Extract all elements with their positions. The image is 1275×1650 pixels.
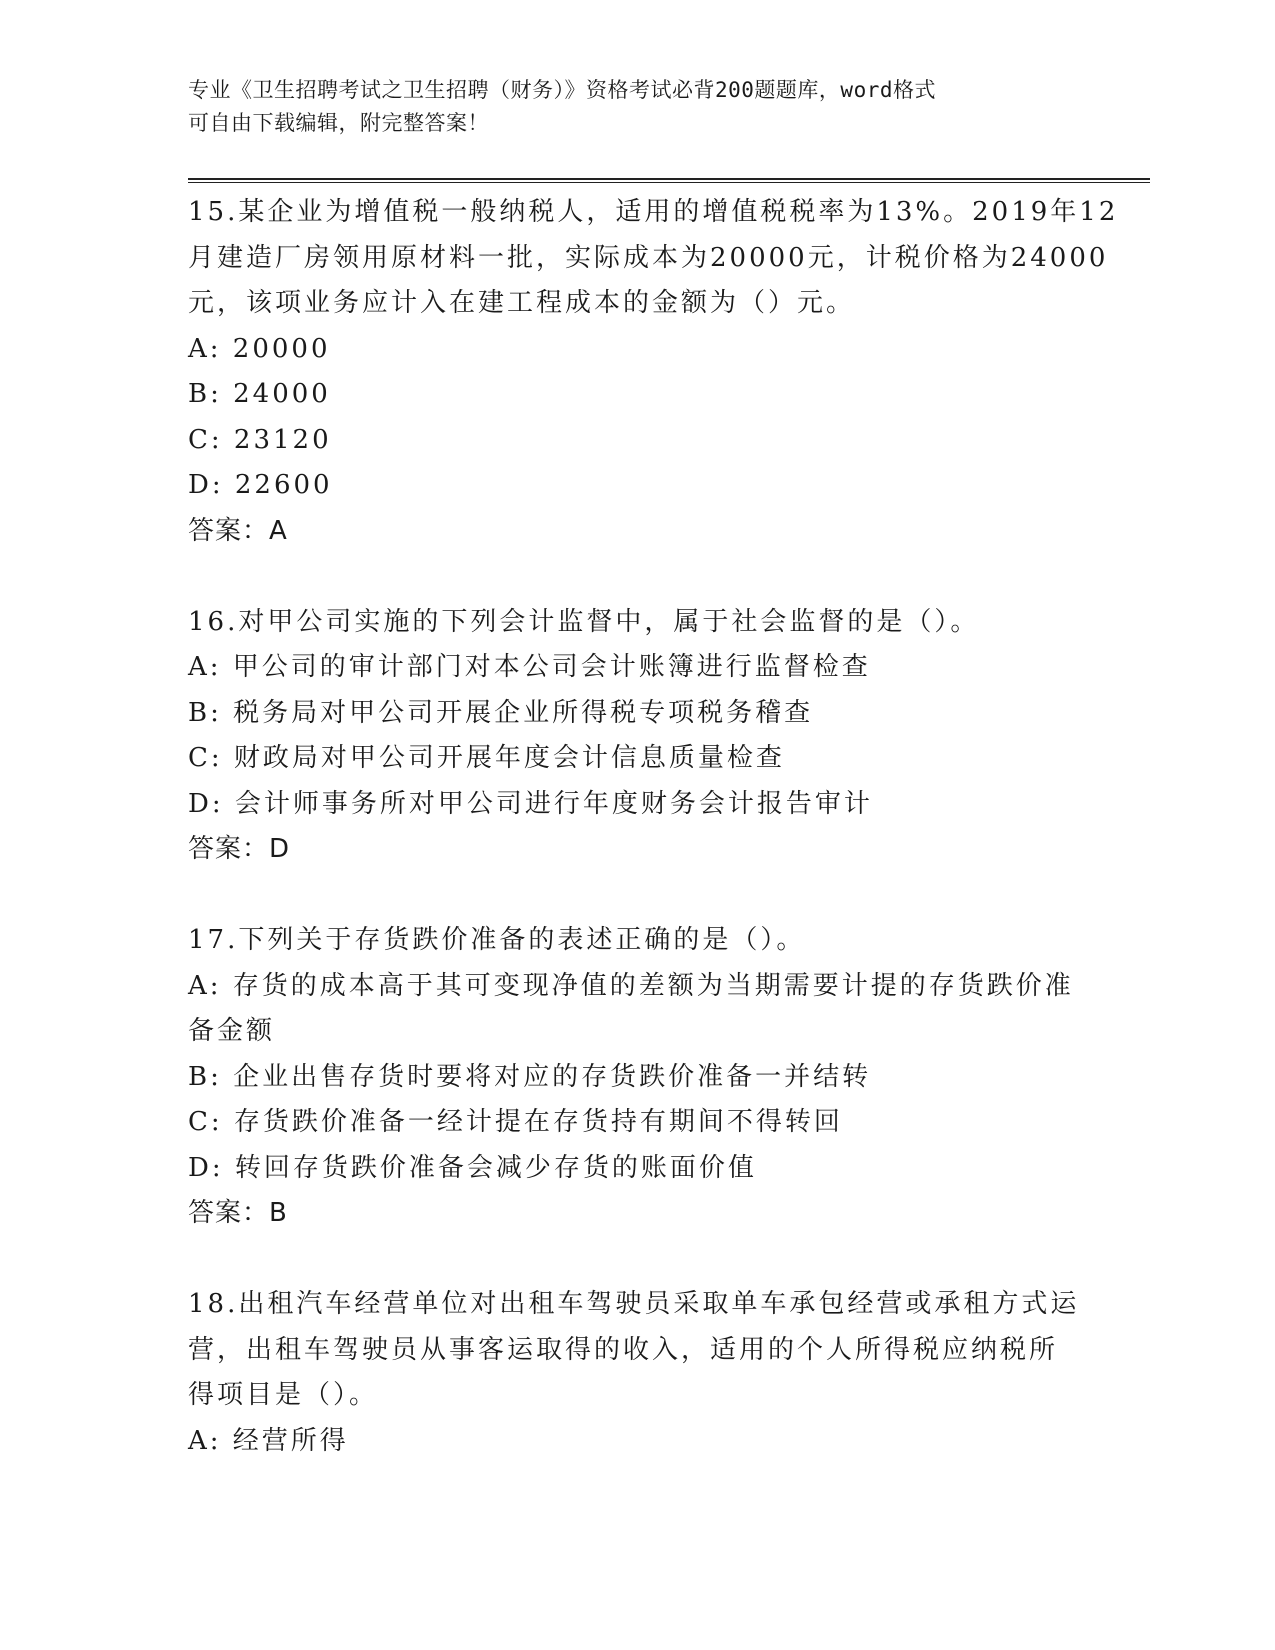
option-line: D: 转回存货跌价准备会减少存货的账面价值	[188, 1152, 757, 1183]
question-list	[188, 190, 1119, 1464]
question-stem-line: 16.对甲公司实施的下列会计监督中，属于社会监督的是（）。	[188, 606, 980, 637]
header-line-2: 可自由下载编辑，附完整答案！	[188, 111, 489, 135]
question-block	[188, 600, 1088, 873]
question-stem-line: 15.某企业为增值税一般纳税人，适用的增值税税率为13%。2019年12	[188, 197, 1119, 227]
header-line-1: 专业《卫生招聘考试之卫生招聘（财务）》资格考试必背200题题库，word格式	[188, 78, 936, 102]
question-stem-line: 17.下列关于存货跌价准备的表述正确的是（）。	[188, 925, 806, 955]
option-line: C: 存货跌价准备一经计提在存货持有期间不得转回	[188, 1107, 843, 1137]
option-line: 备金额	[188, 1016, 276, 1046]
option-line: A: 经营所得	[188, 1425, 349, 1456]
question-spacer	[188, 554, 1088, 600]
option-line: D: 会计师事务所对甲公司进行年度财务会计报告审计	[188, 788, 873, 819]
question-spacer	[188, 873, 1088, 919]
question-stem-line: 元，该项业务应计入在建工程成本的金额为（）元。	[188, 288, 856, 318]
question-block	[188, 1282, 1088, 1464]
option-line: B: 企业出售存货时要将对应的存货跌价准备一并结转	[188, 1061, 872, 1092]
option-line: C: 财政局对甲公司开展年度会计信息质量检查	[188, 743, 785, 773]
question-stem-line: 得项目是（）。	[188, 1380, 379, 1410]
option-line: B: 24000	[188, 379, 331, 409]
option-line: A: 20000	[188, 333, 331, 364]
question-spacer	[188, 1237, 1088, 1283]
header-divider	[188, 178, 1150, 183]
option-line: A: 甲公司的审计部门对本公司会计账簿进行监督检查	[188, 652, 871, 682]
question-stem-line: 营，出租车驾驶员从事客运取得的收入，适用的个人所得税应纳税所	[188, 1334, 1059, 1365]
answer-line: 答案：A	[188, 515, 288, 546]
answer-line: 答案：D	[188, 834, 291, 864]
option-line: B: 税务局对甲公司开展企业所得税专项税务稽查	[188, 697, 814, 728]
option-line: D: 22600	[188, 470, 333, 500]
question-block	[188, 190, 1119, 554]
option-line: A: 存货的成本高于其可变现净值的差额为当期需要计提的存货跌价准	[188, 970, 1074, 1001]
answer-line: 答案：B	[188, 1198, 288, 1228]
document-header	[188, 74, 1068, 140]
question-stem-line: 月建造厂房领用原材料一批，实际成本为20000元，计税价格为24000	[188, 242, 1109, 273]
question-block	[188, 918, 1088, 1237]
question-stem-line: 18.出租汽车经营单位对出租车驾驶员采取单车承包经营或承租方式运	[188, 1289, 1080, 1319]
option-line: C: 23120	[188, 424, 332, 455]
